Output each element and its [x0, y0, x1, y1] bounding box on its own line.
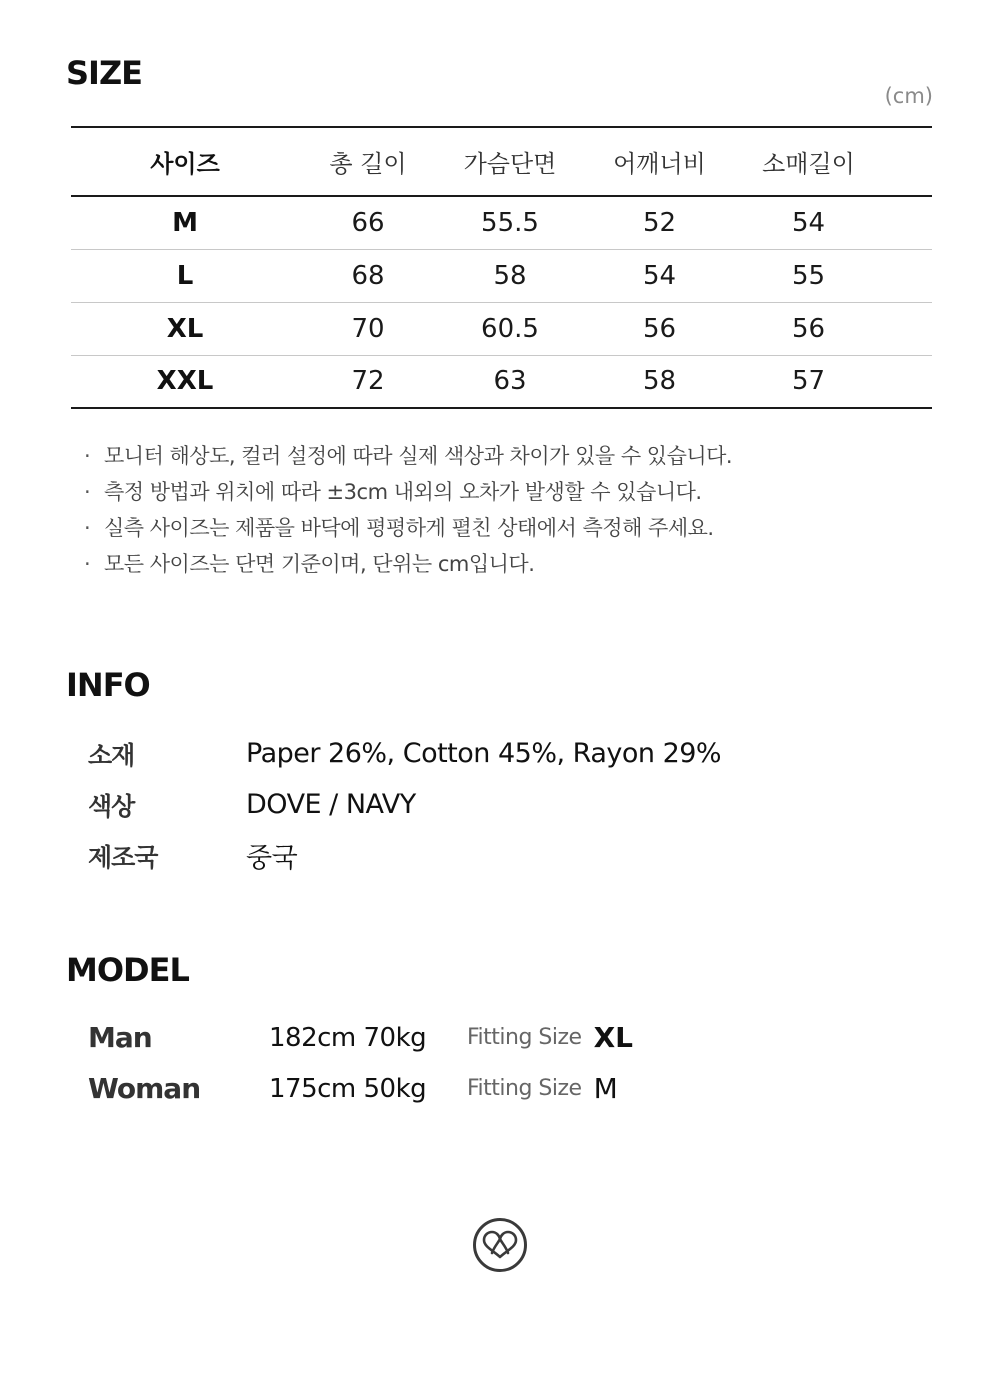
spacer-cell: [881, 355, 932, 408]
note-item: [84, 510, 732, 546]
model-body-size: 175cm 50kg: [269, 1073, 427, 1104]
sleeve-cell: 57: [791, 366, 826, 397]
model-section-title: MODEL: [66, 951, 189, 989]
info-row-material: [88, 728, 721, 779]
info-key: 색상: [88, 791, 135, 821]
table-row: [71, 249, 932, 302]
chest-cell: 58: [493, 260, 527, 291]
model-name: Man: [88, 1021, 152, 1054]
header-spacer: [881, 127, 932, 196]
info-row-color: [88, 779, 721, 830]
note-item: [84, 546, 732, 582]
size-cell: XL: [166, 313, 204, 344]
table-row: [71, 302, 932, 355]
info-key: 소재: [88, 740, 135, 770]
size-cell: XXL: [156, 366, 214, 397]
spacer-cell: [881, 249, 932, 302]
info-list: [88, 728, 721, 881]
fitting-size-value: M: [593, 1072, 618, 1105]
info-row-origin: [88, 830, 721, 881]
bullet: ·: [84, 480, 91, 504]
size-notes: [84, 438, 732, 582]
info-section-title: INFO: [66, 666, 150, 704]
spacer-cell: [881, 196, 932, 249]
table-row: [71, 196, 932, 249]
info-value: DOVE / NAVY: [246, 789, 416, 820]
note-text: 모니터 해상도, 컬러 설정에 따라 실제 색상과 차이가 있을 수 있습니다.: [104, 444, 733, 468]
size-cell: L: [176, 260, 194, 291]
size-section-title: SIZE: [66, 54, 143, 92]
total-length-cell: 68: [351, 260, 385, 291]
bullet: ·: [84, 444, 91, 468]
bullet: ·: [84, 552, 91, 576]
bullet: ·: [84, 516, 91, 540]
shoulder-cell: 58: [642, 366, 677, 397]
header-size: 사이즈: [150, 150, 220, 178]
size-table: [71, 126, 932, 409]
fitting-size-label: Fitting Size: [467, 1076, 582, 1101]
table-row: [71, 355, 932, 408]
model-name: Woman: [88, 1072, 201, 1105]
info-value: Paper 26%, Cotton 45%, Rayon 29%: [246, 738, 722, 769]
header-sleeve: 소매길이: [762, 150, 855, 178]
total-length-cell: 72: [351, 366, 385, 397]
note-item: [84, 474, 732, 510]
header-total-length: 총 길이: [329, 150, 407, 178]
note-text: 실측 사이즈는 제품을 바닥에 평평하게 펼친 상태에서 측정해 주세요.: [104, 516, 714, 540]
info-key: 제조국: [88, 842, 158, 872]
fitting-size-value: XL: [593, 1021, 634, 1054]
note-text: 모든 사이즈는 단면 기준이며, 단위는 cm입니다.: [104, 552, 535, 576]
shoulder-cell: 56: [642, 313, 677, 344]
size-table-header: [71, 127, 932, 196]
note-text: 측정 방법과 위치에 따라 ±3cm 내외의 오차가 발생할 수 있습니다.: [104, 480, 702, 504]
sleeve-cell: 54: [791, 207, 826, 238]
sleeve-cell: 55: [791, 260, 826, 291]
info-value: 중국: [246, 843, 298, 874]
model-row-man: [88, 1012, 633, 1063]
chest-cell: 60.5: [481, 313, 539, 344]
model-row-woman: [88, 1063, 633, 1114]
sleeve-cell: 56: [791, 313, 826, 344]
unit-label: (cm): [884, 84, 933, 108]
spacer-cell: [881, 302, 932, 355]
total-length-cell: 66: [351, 207, 385, 238]
chest-cell: 55.5: [481, 207, 539, 238]
header-shoulder: 어깨너비: [613, 150, 706, 178]
model-list: [88, 1012, 633, 1114]
size-cell: M: [172, 207, 198, 238]
fitting-size-label: Fitting Size: [467, 1025, 582, 1050]
total-length-cell: 70: [351, 313, 385, 344]
shoulder-cell: 52: [642, 207, 677, 238]
shoulder-cell: 54: [642, 260, 677, 291]
chest-cell: 63: [493, 366, 527, 397]
model-body-size: 182cm 70kg: [269, 1022, 427, 1053]
brand-logo-icon: [472, 1217, 528, 1273]
header-chest: 가슴단면: [463, 150, 557, 178]
note-item: [84, 438, 732, 474]
